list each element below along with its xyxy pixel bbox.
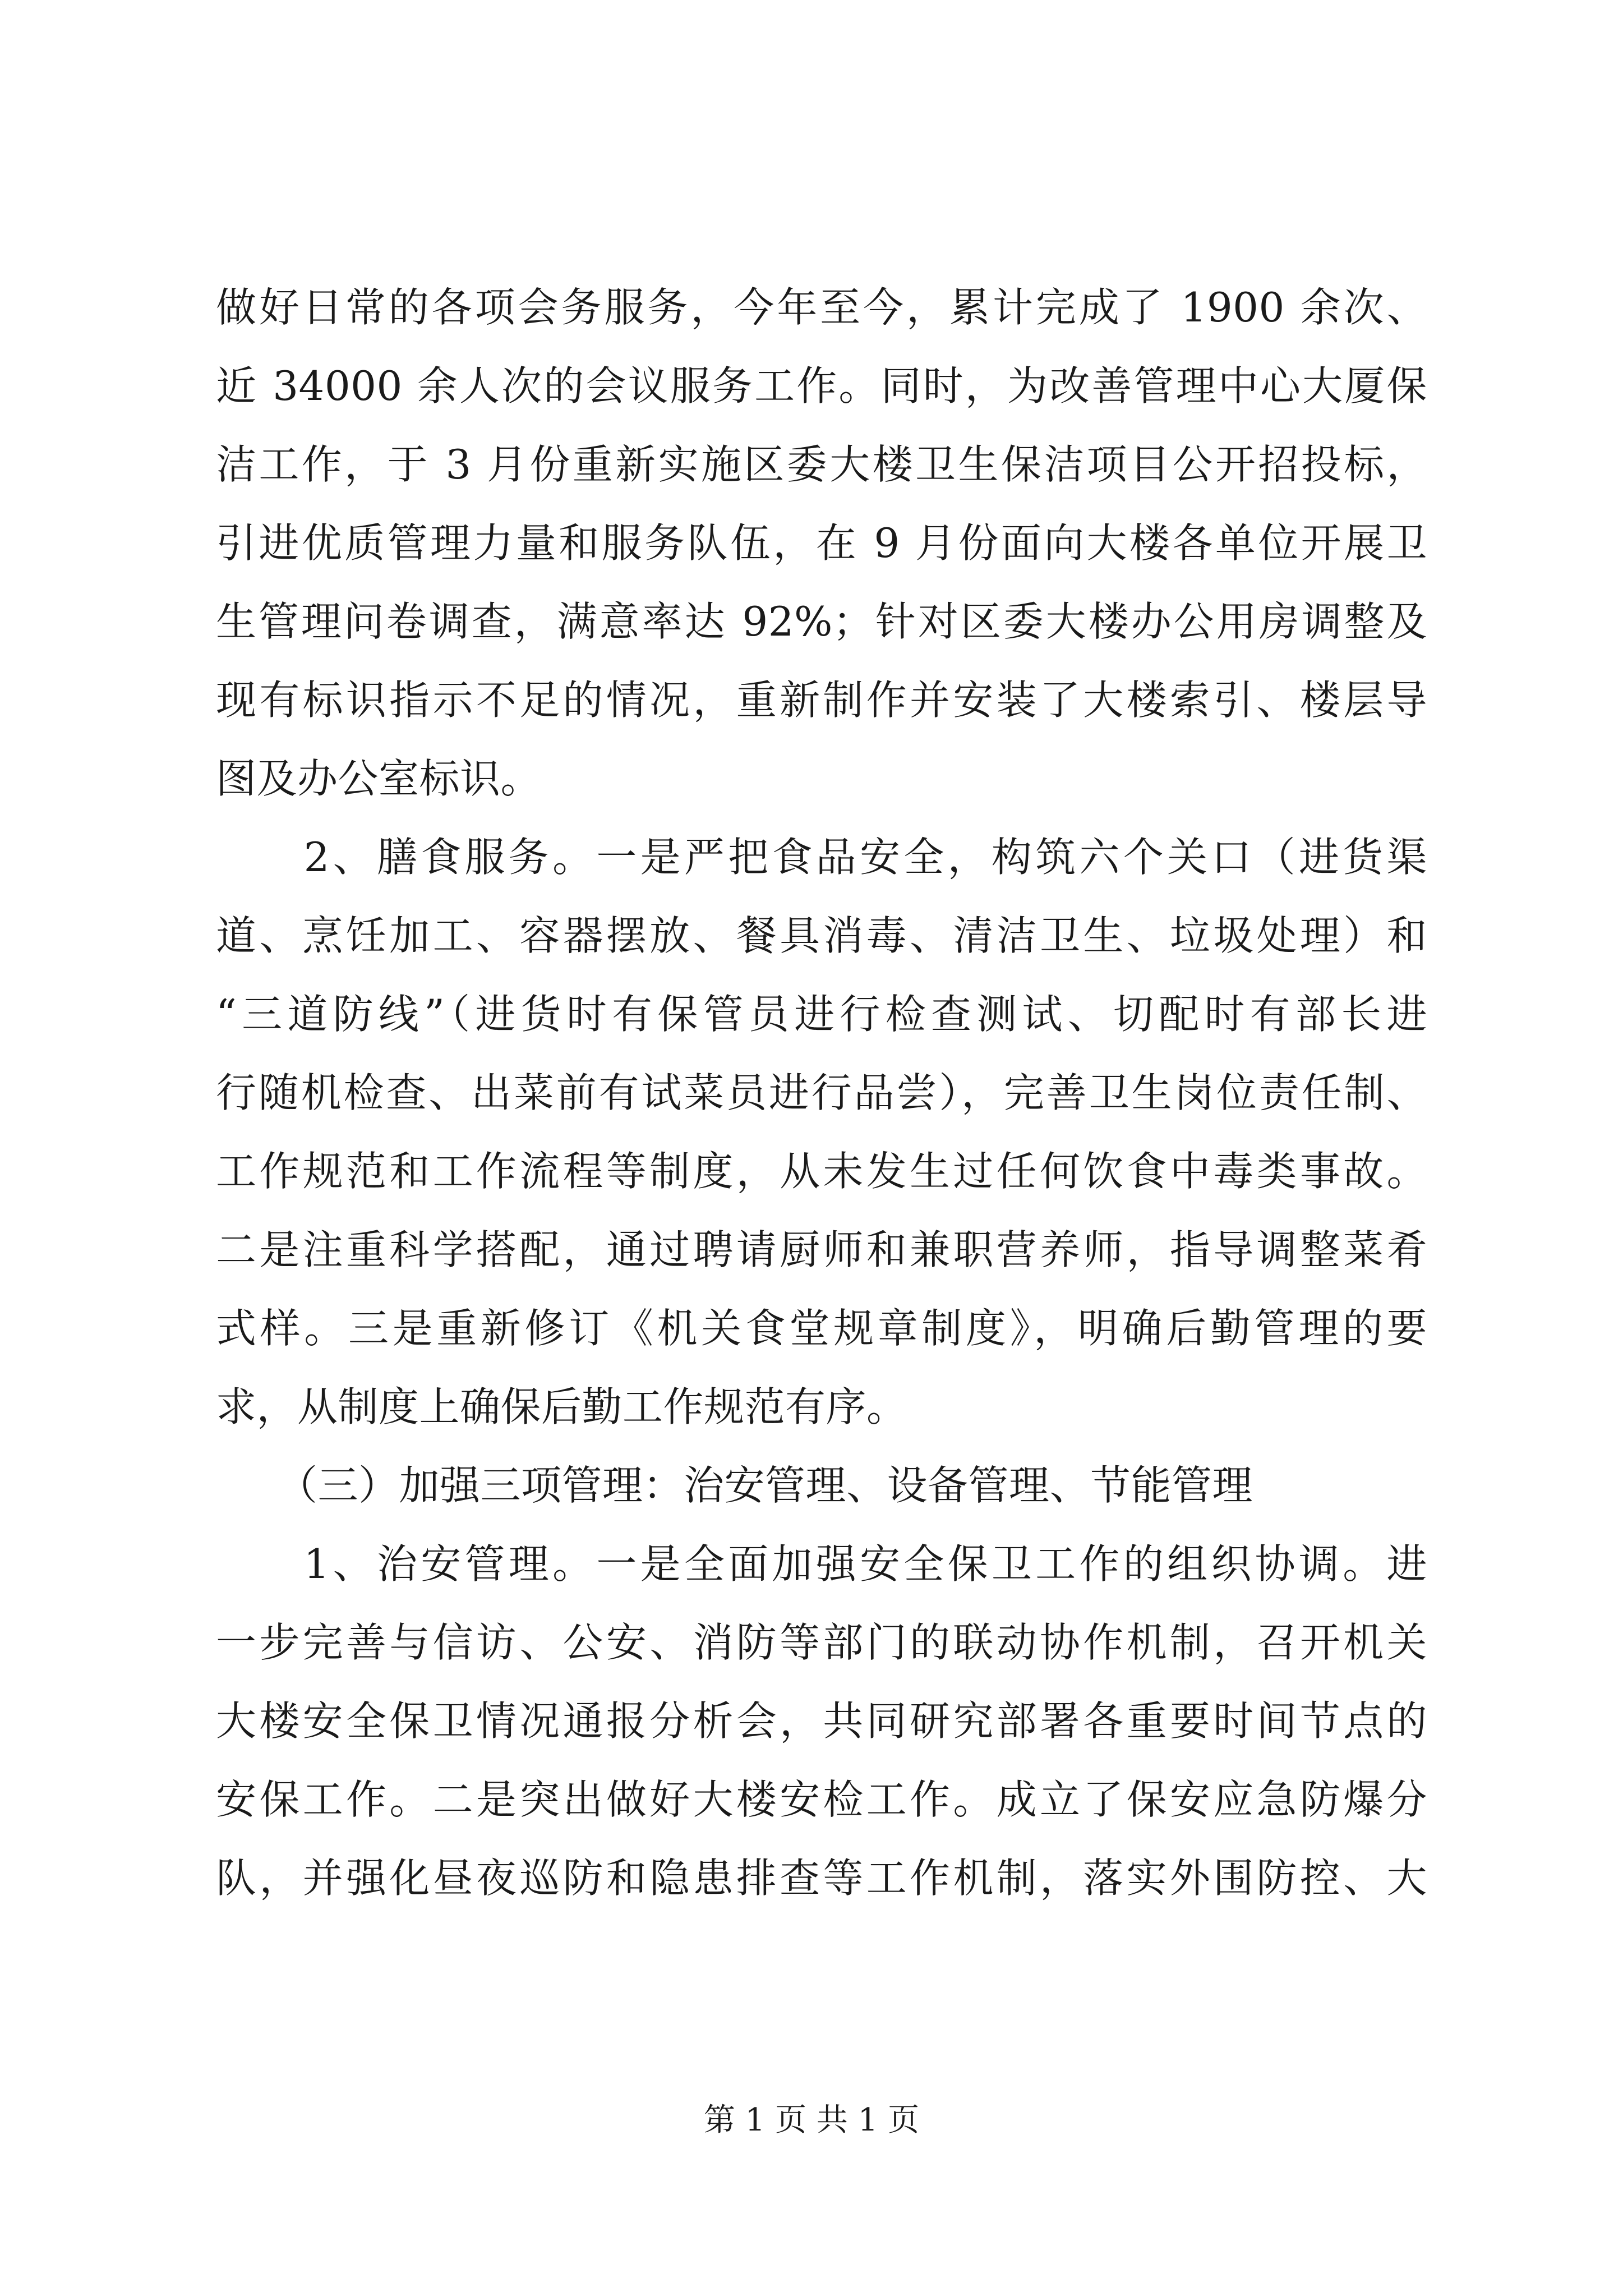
text-line: 一步完善与信访、公安、消防等部门的联动协作机制，召开机关 <box>216 1619 1427 1666</box>
text-line: “三道防线”（进货时有保管员进行检查测试、切配时有部长进 <box>216 991 1427 1038</box>
text-line: 2、膳食服务。一是严把食品安全，构筑六个关口（进货渠 <box>216 834 1427 881</box>
text-line: 引进优质管理力量和服务队伍，在 9 月份面向大楼各单位开展卫 <box>216 519 1427 567</box>
section-heading: （三）加强三项管理：治安管理、设备管理、节能管理 <box>216 1462 1253 1509</box>
text-line: 式样。三是重新修订《机关食堂规章制度》，明确后勤管理的要 <box>216 1305 1427 1352</box>
text-line: 二是注重科学搭配，通过聘请厨师和兼职营养师，指导调整菜肴 <box>216 1226 1427 1273</box>
text-line: 现有标识指示不足的情况，重新制作并安装了大楼索引、楼层导 <box>216 677 1427 724</box>
text-line: 1、治安管理。一是全面加强安全保卫工作的组织协调。进 <box>216 1540 1427 1588</box>
text-line: 求，从制度上确保后勤工作规范有序。 <box>216 1383 907 1430</box>
text-line: 生管理问卷调查，满意率达 92%；针对区委大楼办公用房调整及 <box>216 598 1427 645</box>
text-line: 行随机检查、出菜前有试菜员进行品尝），完善卫生岗位责任制、 <box>216 1069 1427 1116</box>
text-line: 洁工作，于 3 月份重新实施区委大楼卫生保洁项目公开招投标， <box>216 441 1427 488</box>
text-line: 安保工作。二是突出做好大楼安检工作。成立了保安应急防爆分 <box>216 1776 1427 1823</box>
body-text <box>216 268 1427 1917</box>
text-line: 工作规范和工作流程等制度，从未发生过任何饮食中毒类事故。 <box>216 1148 1427 1195</box>
text-line: 大楼安全保卫情况通报分析会，共同研究部署各重要时间节点的 <box>216 1697 1427 1745</box>
text-line: 队，并强化昼夜巡防和隐患排查等工作机制，落实外围防控、大 <box>216 1855 1427 1902</box>
text-line: 道、烹饪加工、容器摆放、餐具消毒、清洁卫生、垃圾处理）和 <box>216 912 1427 959</box>
text-line: 做好日常的各项会务服务，今年至今，累计完成了 1900 余次、 <box>216 284 1427 331</box>
text-line: 图及办公室标识。 <box>216 755 542 802</box>
page-footer: 第 1 页 共 1 页 <box>703 2102 920 2138</box>
text-line: 近 34000 余人次的会议服务工作。同时，为改善管理中心大厦保 <box>216 362 1427 409</box>
